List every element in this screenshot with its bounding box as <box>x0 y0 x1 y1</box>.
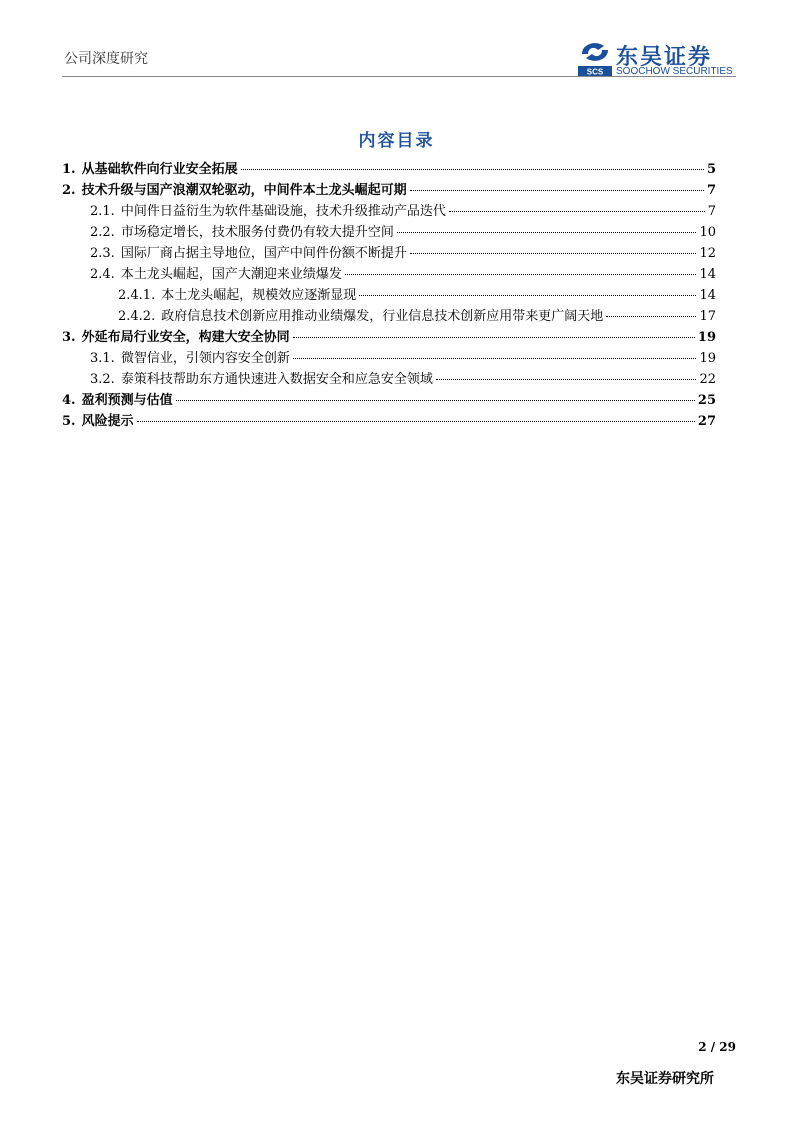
toc-entry[interactable] <box>62 410 716 431</box>
toc-entry-page: 19 <box>699 351 716 366</box>
toc-entry[interactable] <box>62 263 716 284</box>
toc-entry-title: 中间件日益衍生为软件基础设施，技术升级推动产品迭代 <box>120 204 446 219</box>
toc-entry-page: 7 <box>707 204 716 219</box>
toc-entry[interactable] <box>62 326 716 347</box>
toc-entry-page: 14 <box>699 267 716 282</box>
toc-entry[interactable] <box>62 347 716 368</box>
toc-title: 内容目录 <box>358 131 435 151</box>
toc-entry[interactable] <box>62 305 716 326</box>
toc-entry-title: 从基础软件向行业安全拓展 <box>81 162 238 177</box>
toc-entry-title: 政府信息技术创新应用推动业绩爆发，行业信息技术创新应用带来更广阔天地 <box>161 309 604 324</box>
toc-entry-title: 外延布局行业安全，构建大安全协同 <box>81 330 290 345</box>
toc-entry-title: 微智信业，引领内容安全创新 <box>120 351 290 366</box>
toc-entry-number: 1. <box>62 162 76 177</box>
company-logo <box>578 38 738 78</box>
toc-entry-page: 25 <box>697 393 716 408</box>
toc-entry-number: 5. <box>62 414 76 429</box>
toc-entry-number: 4. <box>62 393 76 408</box>
toc-leader-dots <box>345 274 697 275</box>
toc-leader-dots <box>241 169 704 170</box>
toc-entry-page: 10 <box>699 225 716 240</box>
toc-entry-page: 19 <box>697 330 716 345</box>
toc-leader-dots <box>359 295 696 296</box>
toc-entry[interactable] <box>62 284 716 305</box>
toc-entry[interactable] <box>62 389 716 410</box>
table-of-contents <box>62 158 716 431</box>
toc-entry-number: 2.3. <box>90 246 115 261</box>
toc-entry-number: 3. <box>62 330 76 345</box>
toc-leader-dots <box>410 253 697 254</box>
toc-entry[interactable] <box>62 200 716 221</box>
toc-leader-dots <box>436 379 697 380</box>
toc-leader-dots <box>137 421 695 422</box>
toc-entry-number: 3.2. <box>90 372 115 387</box>
page-number: 2 / 29 <box>698 1040 736 1054</box>
toc-entry-title: 市场稳定增长，技术服务付费仍有较大提升空间 <box>120 225 394 240</box>
toc-leader-dots <box>293 358 697 359</box>
toc-entry-number: 2.4.2. <box>118 309 156 324</box>
toc-entry-page: 22 <box>699 372 716 387</box>
toc-leader-dots <box>449 211 705 212</box>
toc-leader-dots <box>410 190 704 191</box>
toc-entry[interactable] <box>62 221 716 242</box>
toc-entry-page: 12 <box>699 246 716 261</box>
toc-entry-title: 风险提示 <box>81 414 134 429</box>
toc-entry-number: 2.4. <box>90 267 115 282</box>
toc-leader-dots <box>606 316 696 317</box>
toc-entry[interactable] <box>62 242 716 263</box>
footer-brand: 东吴证券研究所 <box>616 1071 714 1087</box>
toc-entry-number: 2.4.1. <box>118 288 156 303</box>
header-divider <box>62 76 736 77</box>
logo-english-name: SOOCHOW SECURITIES <box>616 66 733 77</box>
toc-entry-page: 7 <box>706 183 716 198</box>
toc-entry[interactable] <box>62 368 716 389</box>
toc-entry-title: 技术升级与国产浪潮双轮驱动，中间件本土龙头崛起可期 <box>81 183 407 198</box>
toc-entry-number: 2. <box>62 183 76 198</box>
toc-entry-title: 盈利预测与估值 <box>81 393 173 408</box>
toc-entry-title: 国际厂商占据主导地位，国产中间件份额不断提升 <box>120 246 407 261</box>
toc-entry-number: 2.2. <box>90 225 115 240</box>
toc-entry[interactable] <box>62 179 716 200</box>
toc-entry[interactable] <box>62 158 716 179</box>
toc-entry-number: 3.1. <box>90 351 115 366</box>
toc-entry-title: 本土龙头崛起，国产大潮迎来业绩爆发 <box>120 267 342 282</box>
logo-chinese-name: 东吴证券 <box>616 45 713 70</box>
toc-entry-page: 27 <box>697 414 716 429</box>
logo-mark-text: SCS <box>586 67 604 77</box>
toc-entry-page: 14 <box>699 288 716 303</box>
toc-leader-dots <box>397 232 697 233</box>
toc-leader-dots <box>176 400 695 401</box>
toc-entry-title: 泰策科技帮助东方通快速进入数据安全和应急安全领域 <box>120 372 433 387</box>
toc-entry-number: 2.1. <box>90 204 115 219</box>
toc-leader-dots <box>293 337 695 338</box>
toc-entry-title: 本土龙头崛起，规模效应逐渐显现 <box>161 288 357 303</box>
toc-entry-page: 17 <box>699 309 716 324</box>
header-category: 公司深度研究 <box>64 51 148 67</box>
toc-entry-page: 5 <box>706 162 716 177</box>
scs-logo-icon <box>578 38 612 78</box>
